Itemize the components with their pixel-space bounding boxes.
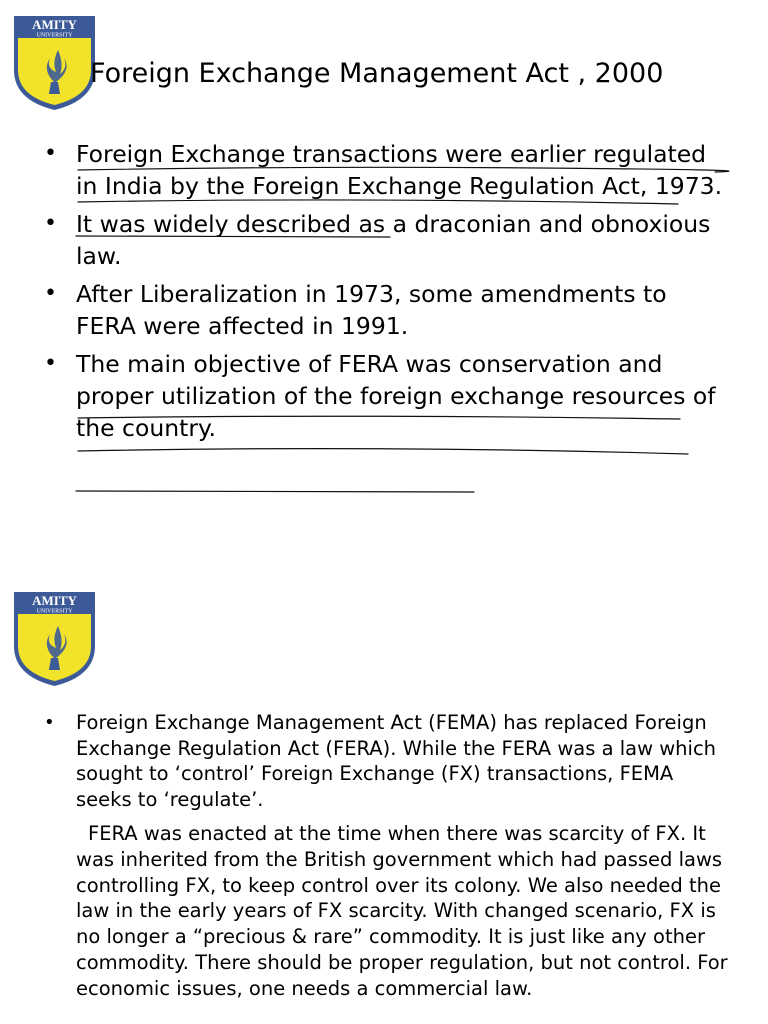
logo-wordmark-top: AMITY	[32, 17, 77, 32]
shield-logo-icon	[12, 588, 97, 688]
paragraph-text: FERA was enacted at the time when there was scarcity of FX. It was inherited from the British government which had passed laws controlling FX, to keep control over its colony. We also needed the law in the early years of FX scarcity. With changed scenario, FX is no longer a “precious & rare” commodity. It is just like any other commodity. There should be proper regulation, but not control. For economic issues, one needs a commercial law.	[76, 822, 728, 1000]
bullet-text: The main objective of FERA was conservation and proper utilization of the foreign exchange resources of the country.	[76, 350, 716, 442]
page-title: Foreign Exchange Management Act , 2000	[90, 58, 664, 89]
bullet-text: It was widely described as a draconian and obnoxious law.	[76, 210, 711, 270]
logo-wordmark-bottom: UNIVERSITY	[36, 608, 73, 615]
amity-university-logo	[12, 588, 97, 688]
bullet-icon: •	[44, 141, 57, 166]
bullet-list	[42, 138, 732, 450]
bullet-icon: •	[44, 281, 57, 306]
bullet-text: Foreign Exchange Management Act (FEMA) has replaced Foreign Exchange Regulation Act (FERA). While the FERA was a law which sought to ‘control’ Foreign Exchange (FX) transactions, FEMA seeks to ‘regulate’.	[76, 711, 717, 811]
bullet-text: Foreign Exchange transactions were earlier regulated in India by the Foreign Exchange Regulation Act, 1973.	[76, 140, 723, 200]
body-paragraph	[76, 821, 736, 1002]
list-item	[42, 710, 732, 812]
amity-university-logo	[12, 12, 97, 112]
list-item	[42, 138, 732, 202]
bullet-list	[42, 710, 732, 812]
logo-wordmark-bottom: UNIVERSITY	[36, 32, 73, 39]
list-item	[42, 278, 732, 342]
bullet-icon: •	[44, 712, 55, 733]
list-item	[42, 348, 732, 444]
slide-2	[0, 576, 768, 1024]
shield-logo-icon	[12, 12, 97, 112]
bullet-text: After Liberalization in 1973, some amendments to FERA were affected in 1991.	[76, 280, 667, 340]
bullet-icon: •	[44, 351, 57, 376]
list-item	[42, 208, 732, 272]
logo-wordmark-top: AMITY	[32, 593, 77, 608]
bullet-icon: •	[44, 211, 57, 236]
